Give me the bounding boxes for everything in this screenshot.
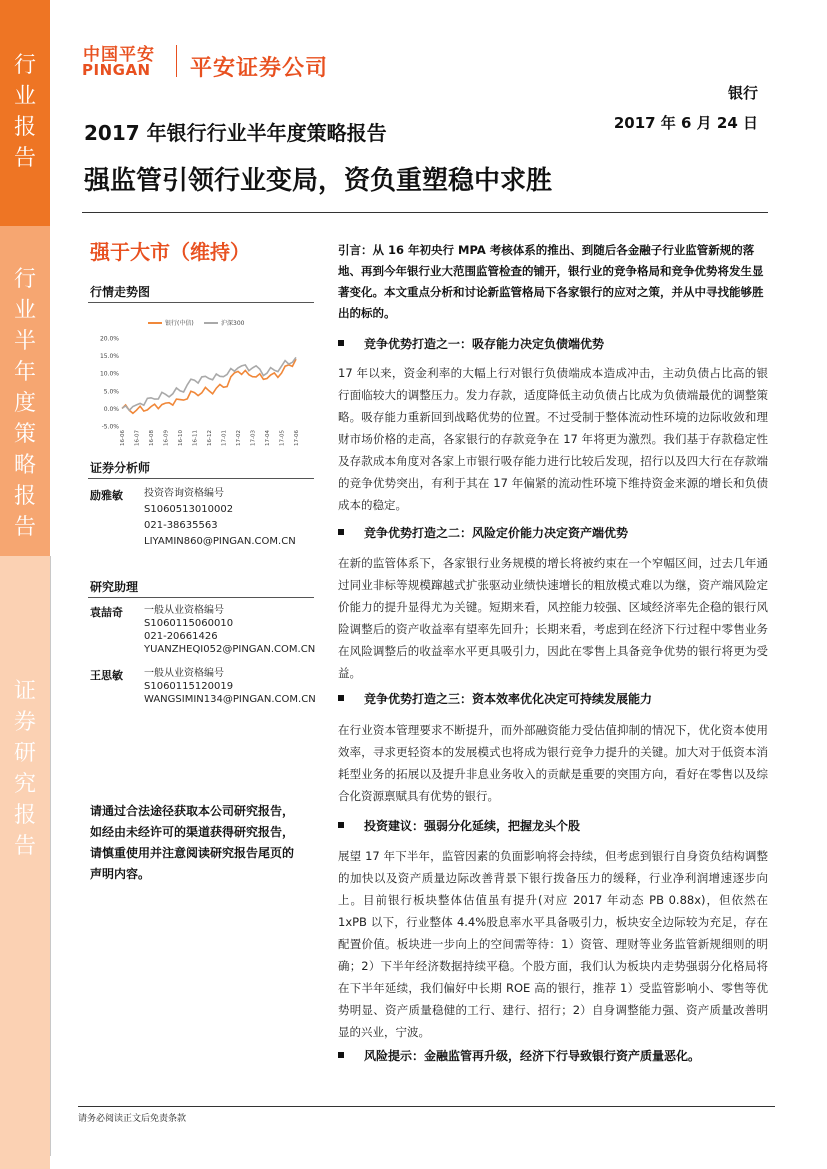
x-tick-label: 16-08 (149, 430, 155, 446)
y-tick-label: 10.0% (99, 370, 119, 378)
x-tick-label: 17-04 (265, 430, 271, 446)
analyst-email: LIYAMIN860@PINGAN.COM.CN (144, 536, 296, 547)
legend-label: 沪深300 (221, 320, 245, 327)
band3-char: 究 (13, 772, 36, 797)
assistant-name: 袁喆奇 (90, 606, 123, 619)
bullet-heading (338, 690, 652, 707)
report-title: 强监管引领行业变局，资负重塑稳中求胜 (84, 166, 553, 196)
assistant-email: WANGSIMIN134@PINGAN.COM.CN (144, 694, 316, 705)
footer-rule (78, 1106, 775, 1107)
x-tick-label: 17-03 (250, 430, 257, 446)
sidebar-band-report-type (0, 0, 50, 226)
body-paragraph: 17 年以来，资金利率的大幅上行对银行负债端成本造成冲击，主动负债占比高的银行面临较大的调整压力。发力存款，适度降低主动负债占比成为负债端最优的调整策略。吸存能力重新回到战略优势的位置。不过受制于整体流动性环境的边际收敛和理财市场价格的走高，各家银行的存款竞争在 17 年将更为激烈。我们基于存款稳定性及存款成本角度对各家上市银行吸存能力进行比较后发现，招行以及四大行在存款端的竞争优势突出，有利于其在 17 年偏紧的流动性环境下维持资金来源的增长和负债成本的稳定。 (338, 366, 768, 512)
x-tick-label: 16-12 (207, 430, 213, 446)
band3-char: 研 (13, 741, 36, 766)
band1-text (0, 50, 50, 174)
assistant-email: YUANZHEQI052@PINGAN.COM.CN (144, 644, 316, 655)
bullet-square-icon (338, 822, 344, 828)
analyst-rule (88, 478, 314, 479)
assistant-cert-number: S1060115060010 (144, 618, 234, 629)
bullet-square-icon (338, 695, 344, 701)
y-tick-label: 0.0% (103, 405, 119, 413)
bullet-text: 风险提示：金融监管再升级，经济下行导致银行资产质量恶化。 (364, 1049, 701, 1063)
legal-notice: 请通过合法途径获取本公司研究报告，如经由未经许可的渠道获得研究报告，请慎重使用并注意阅读研究报告尾页的声明内容。 (90, 804, 295, 881)
bullet-heading (338, 1047, 700, 1064)
x-tick-label: 16-10 (178, 430, 184, 446)
x-tick-label: 17-05 (279, 430, 286, 446)
x-tick-label: 16-07 (134, 430, 141, 446)
band3-char: 券 (13, 710, 36, 735)
logo-divider (176, 45, 177, 77)
x-tick-label: 16-09 (163, 430, 170, 446)
analyst-cert-label: 投资咨询资格编号 (144, 488, 224, 499)
x-tick-label: 17-06 (294, 430, 300, 446)
bullet-square-icon (338, 529, 344, 535)
assistant-cert-number: S1060115120019 (144, 681, 234, 692)
band1-char: 告 (13, 146, 36, 171)
y-tick-label: -5.0% (101, 423, 119, 431)
header-rule (82, 212, 768, 213)
band2-char: 略 (13, 453, 36, 478)
bullet-square-icon (338, 340, 344, 346)
trend-chart-label: 行情走势图 (90, 285, 151, 299)
sidebar-band-securities-research (0, 556, 50, 1169)
bullet-heading (338, 817, 580, 834)
bullet-text: 竞争优势打造之二：风险定价能力决定资产端优势 (364, 526, 629, 540)
assistant-phone: 021-20661426 (144, 631, 218, 642)
pingan-logo-en: PINGAN (82, 61, 151, 79)
band2-char: 半 (13, 329, 36, 354)
band2-char: 行 (13, 267, 36, 292)
y-tick-label: 15.0% (99, 353, 119, 361)
pingan-logo-cn: 中国平安 (83, 45, 155, 65)
band3-char: 告 (13, 834, 36, 859)
band2-char: 业 (13, 298, 36, 323)
bullet-square-icon (338, 1052, 344, 1058)
sidebar-band-report-category (0, 226, 50, 556)
legend-label: 银行(中信) (165, 320, 194, 327)
assistant-cert-label: 一般从业资格编号 (144, 668, 224, 679)
bullet-heading (338, 524, 628, 541)
band2-char: 策 (13, 422, 36, 447)
band3-char: 证 (13, 679, 36, 704)
y-tick-label: 20.0% (99, 335, 119, 343)
x-tick-label: 17-01 (221, 430, 228, 446)
series-line (122, 357, 296, 410)
body-paragraph: 在行业资本管理要求不断提升，而外部融资能力受估值抑制的情况下，优化资本使用效率，寻求更轻资本的发展模式也将成为银行竞争力提升的关键。加大对于低资本消耗型业务的拓展以及提升非息业务收入的贡献是重要的突围方向，看好在零售以及综合化资源禀赋具有优势的银行。 (338, 723, 768, 803)
band2-char: 告 (13, 515, 36, 540)
trend-rule (88, 302, 314, 303)
assistant-info (144, 604, 315, 656)
body-paragraph: 展望 17 年下半年，监管因素的负面影响将会持续，但考虑到银行自身资负结构调整的加快以及资产质量边际改善背景下银行拨备压力的缓释，行业净利润增速逐步向上。目前银行板块整体估值虽有提升(对应 2017 年动态 PB 0.88x)，但依然在 1xPB 以下，行业整体 4.4%股息率水平具备吸引力，板块安全边际较为充足，存在配置价值。板块进一步向上的空间需等待：1）资管、理财等业务监管新规细则的明确；2）下半年经济数据持续平稳。个股方面，我们认为板块内走势强弱分化格局将在下半年延续，我们偏好中长期 ROE 高的银行，推荐 1）受监管影响小、零售等优势明显、资产质量稳健的工行、建行、招行；2）自身调整能力强、资产质量改善明显的兴业，宁波。 (338, 849, 768, 1039)
band3-char: 报 (13, 803, 36, 828)
company-name: 平安证券公司 (190, 56, 329, 81)
rating-label: 强于大市（维持） (90, 240, 250, 264)
intro-paragraph: 引言：从 16 年初央行 MPA 考核体系的推出、到随后各金融子行业监管新规的落地、再到今年银行业大范围监管检查的铺开，银行业的竞争格局和竞争优势将发生显著变化。本文重点分析和讨论新监管格局下各家银行的应对之策，并从中寻找能够胜出的标的。 (338, 243, 764, 320)
sidebar-divider (50, 556, 51, 1156)
body-paragraph: 在新的监管体系下，各家银行业务规模的增长将被约束在一个窄幅区间，过去几年通过同业非标等规模蹿越式扩张驱动业绩快速增长的粗放模式难以为继，资产端风险定价能力的提升显得尤为关键。短期来看，风控能力较强、区域经济率先企稳的银行风险调整后的资产收益率有望率先回升；长期来看，考虑到在经济下行过程中零售业务在风险调整后的收益率水平更具吸引力，因此在零售上具备竞争优势的银行将更为受益。 (338, 556, 768, 680)
assistant-info (144, 667, 316, 706)
band2-char: 度 (13, 391, 36, 416)
analyst-name: 励雅敏 (90, 489, 123, 502)
assistant-rule (88, 597, 314, 598)
analyst-info (144, 486, 296, 550)
footer-disclaimer: 请务必阅读正文后免责条款 (78, 1114, 187, 1124)
report-date: 2017 年 6 月 24 日 (613, 114, 758, 132)
bullet-text: 竞争优势打造之一：吸存能力决定负债端优势 (364, 337, 605, 351)
bullet-heading (338, 335, 604, 352)
industry-label: 银行 (727, 84, 758, 102)
band1-char: 行 (13, 53, 36, 78)
analyst-phone: 021-38635563 (144, 520, 218, 531)
report-subtitle: 2017 年银行行业半年度策略报告 (84, 121, 387, 145)
analyst-cert-number: S1060513010002 (144, 504, 234, 515)
bullet-text: 投资建议：强弱分化延续，把握龙头个股 (364, 819, 581, 833)
band1-char: 报 (13, 115, 36, 140)
band3-text (0, 676, 50, 862)
assistant-name: 王思敏 (90, 669, 123, 682)
analyst-section-label: 证券分析师 (90, 461, 151, 475)
x-tick-label: 17-02 (236, 430, 242, 446)
trend-chart (88, 312, 308, 458)
x-tick-label: 16-06 (120, 430, 126, 446)
bullet-text: 竞争优势打造之三：资本效率优化决定可持续发展能力 (364, 692, 653, 706)
assistant-cert-label: 一般从业资格编号 (144, 605, 224, 616)
y-tick-label: 5.0% (103, 388, 119, 396)
band1-char: 业 (13, 84, 36, 109)
x-tick-label: 16-11 (192, 430, 199, 446)
band2-text (0, 264, 50, 543)
band2-char: 年 (13, 360, 36, 385)
assistant-section-label: 研究助理 (90, 580, 139, 594)
band2-char: 报 (13, 484, 36, 509)
